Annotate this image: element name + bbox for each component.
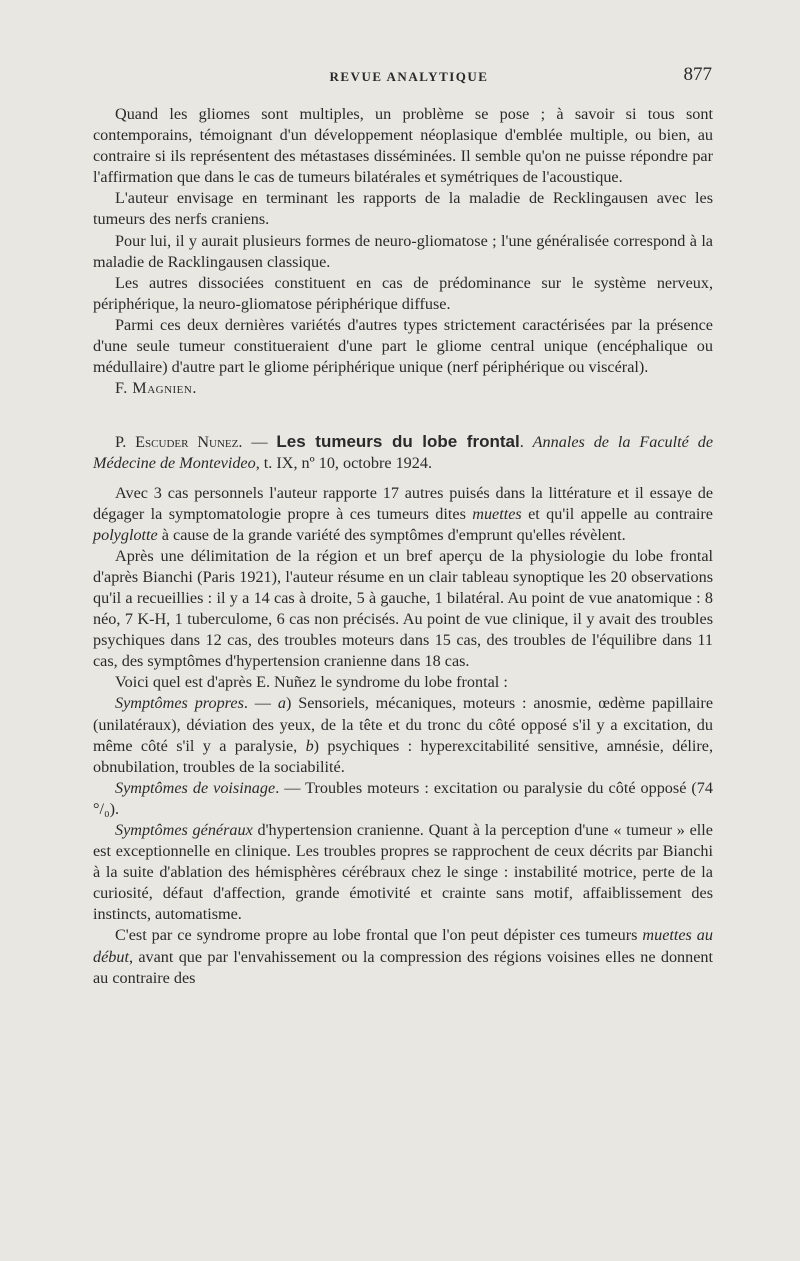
text-run: . — Troubles moteurs : excitation ou paralysie du côté opposé (74 °/₀). <box>93 778 713 818</box>
ref-dash: . — <box>238 433 277 452</box>
paragraph <box>93 778 713 820</box>
article-body <box>93 104 713 989</box>
paragraph: Parmi ces deux dernières variétés d'autres types strictement caractérisées par la présence d'une seule tumeur constitueraient d'une part le gliome central unique (encéphalique ou médullaire) d'autre part le gliome périphérique unique (nerf périphérique ou viscéral). <box>93 315 713 377</box>
page-number: 877 <box>683 64 712 85</box>
paragraph: L'auteur envisage en terminant les rapports de la maladie de Recklingausen avec les tumeurs des nerfs craniens. <box>93 189 713 229</box>
text-run: ) psychiques : hyperexcitabilité sensitive, amnésie, délire, obnubilation, troubles de la sociabilité. <box>93 736 713 776</box>
text-run: à cause de la grande variété des symptômes d'emprunt qu'elles révèlent. <box>157 525 626 544</box>
author-initial: P. <box>115 433 136 452</box>
page-header <box>106 64 712 88</box>
paragraph: Quand les gliomes sont multiples, un problème se pose ; à savoir si tous sont contemporains, témoignant d'un développement néoplasique d'emblée multiple, ou bien, au contraire si ils représentent des métastases disséminées. Il semble qu'on ne puisse répondre par l'affirmation que dans le cas de tumeurs bilatérales et symétriques de l'acoustique. <box>93 105 713 187</box>
paragraph <box>93 925 713 988</box>
paragraph: Après une délimitation de la région et un bref aperçu de la physiologie du lobe frontal d'après Bianchi (Paris 1921), l'auteur résume en un clair tableau synoptique les 20 observations qu'il a recueillies : il y a 14 cas à droite, 5 à gauche, 1 bilatéral. Au point de vue anatomique : 8 néo, 7 K-H, 1 tuberculome, 6 cas non précisés. Au point de vue clinique, il y avait des troubles psychiques dans 12 cas, des troubles moteurs dans 15 cas, des troubles de l'équilibre dans 11 cas, des symptômes d'hypertension cranienne dans 18 cas. <box>93 546 713 671</box>
reviewer-signature: F. Magnien. <box>115 379 197 398</box>
publication-details: , t. IX, nº 10, octobre 1924. <box>255 454 433 473</box>
paragraph <box>93 820 713 925</box>
paragraph: Voici quel est d'après E. Nuñez le syndrome du lobe frontal : <box>115 673 508 692</box>
text-run: Avec 3 cas personnels l'auteur rapporte 17 autres puisés dans la littérature et il essaye de dégager la symptomatologie propre à ces tumeurs dites <box>93 483 713 523</box>
paragraph <box>93 693 713 777</box>
running-title: REVUE ANALYTIQUE <box>329 69 489 84</box>
text-run-italic: Symptômes généraux <box>115 821 253 839</box>
text-run-italic: muettes <box>472 504 522 523</box>
paragraph: Les autres dissociées constituent en cas de prédominance sur le système nerveux, périphérique, la neuro-gliomatose périphérique diffuse. <box>93 273 713 313</box>
journal-name: Annales de la Faculté de Médecine de Montevideo <box>93 433 714 473</box>
text-run: . — <box>243 694 278 713</box>
text-run-italic: polyglotte <box>93 525 158 544</box>
text-run-italic: a <box>277 694 286 713</box>
text-run: C'est par ce syndrome propre au lobe frontal que l'on peut dépister ces tumeurs <box>115 926 643 945</box>
paragraph: Pour lui, il y aurait plusieurs formes de neuro-gliomatose ; l'une généralisée correspond à la maladie de Racklingausen classique. <box>93 231 713 271</box>
section-divider <box>93 399 713 431</box>
article-title: Les tumeurs du lobe frontal <box>276 432 520 452</box>
text-run-italic: muettes au début <box>93 926 713 966</box>
text-run: ) Sensoriels, mécaniques, moteurs : anosmie, œdème papillaire (unilatéraux), déviation des yeux, de la tête et du tronc du côté opposé s'il y a excitation, du même côté s'il y a paralysie, <box>93 694 714 755</box>
text-run: et qu'il appelle au contraire <box>521 504 713 523</box>
text-run: d'hypertension cranienne. Quant à la perception d'une « tumeur » elle est exceptionnelle en clinique. Les troubles propres se rapprochent de ceux décrits par Bianchi à la suite d'ablation des hémisphères cérébraux chez le singe : instabilité motrice, perte de la curiosité, défaut d'affection, grande émotivité et crainte sans motif, affaiblissement des instincts, automatisme. <box>93 821 713 924</box>
paragraph <box>93 483 713 546</box>
review-reference: P. Escuder Nunez. — Les tumeurs du lobe frontal. Annales de la Faculté de Médecine de Montevideo, t. IX, nº 10, octobre 1924. <box>93 432 714 473</box>
text-run-italic: Symptômes de voisinage <box>115 778 276 797</box>
text-run-italic: Symptômes propres <box>115 694 244 713</box>
text-run: , avant que par l'envahissement ou la compression des régions voisines elles ne donnent au contraire des <box>93 947 713 987</box>
author-name: Escuder Nunez <box>135 433 239 452</box>
text-run-italic: b <box>305 736 314 755</box>
